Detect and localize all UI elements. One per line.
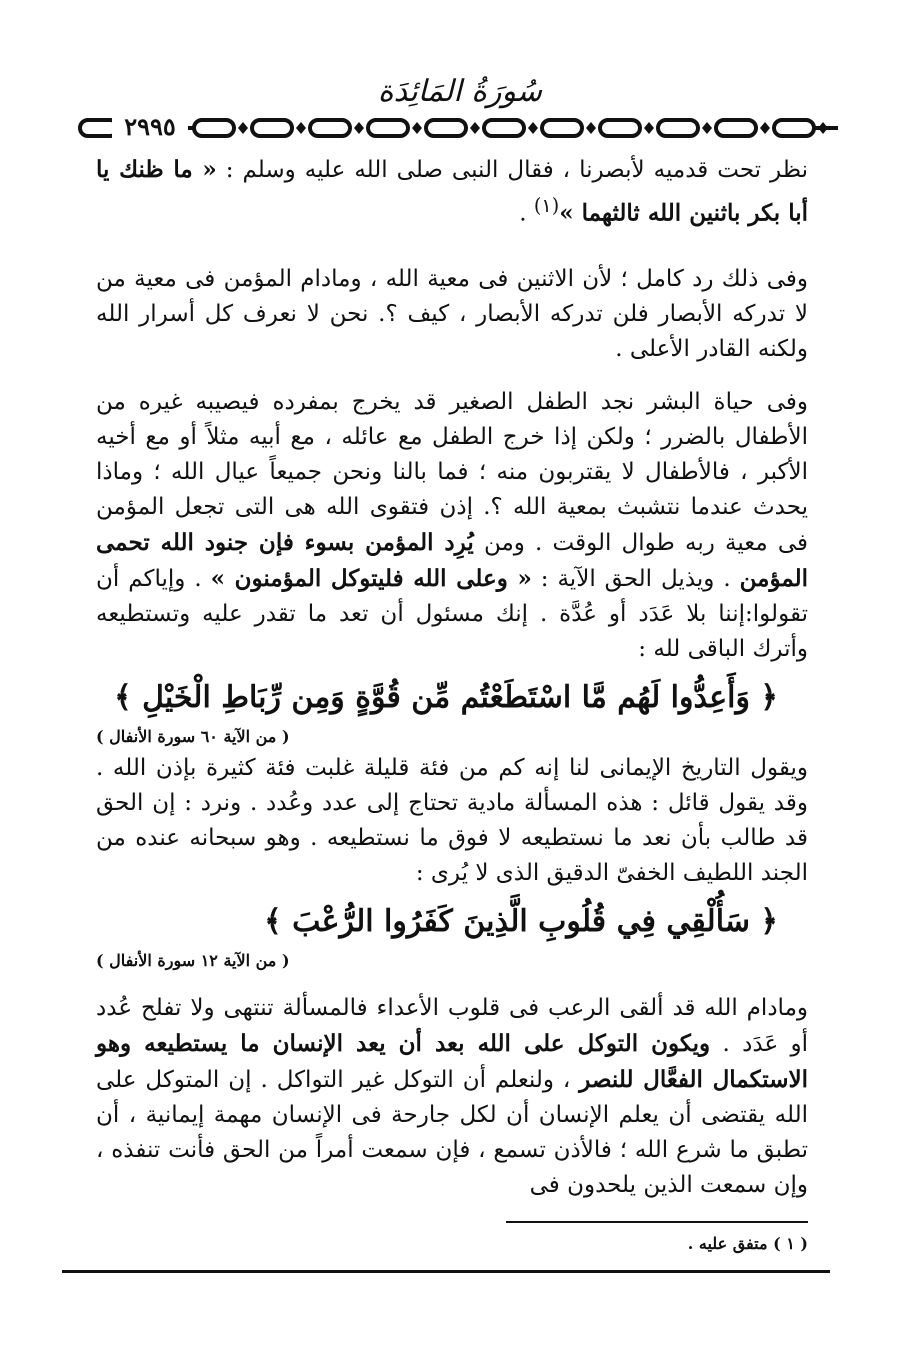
hadith-quote: « ما ظنك يا أبا بكر باثنين الله ثالثهما » xyxy=(96,156,808,227)
paragraph-3 xyxy=(96,385,808,667)
header-ornament-band xyxy=(76,114,842,142)
paragraph-5-end: ، ولنعلم أن التوكل غير التواكل . إن المتوكل على الله يقتضى أن يعلم الإنسان أن لكل جارحة فى الإنسان مهمة إيمانية ، أن تطبق ما شرع الله ؛ فالأذن تسمع ، فإن سمعت أمراً من الحق فأنت تنفذه ، وإن سمعت الذين يلحدون فى xyxy=(96,1066,808,1198)
quran-verse-1: ﴿ وَأَعِدُّوا لَهُم مَّا اسْتَطَعْتُم مِّن قُوَّةٍ وَمِن رِّبَاطِ الْخَيْلِ ﴾ xyxy=(114,679,778,715)
paragraph-2: وفى ذلك رد كامل ؛ لأن الاثنين فى معية الله ، ومادام المؤمن فى معية من لا تدركه الأبصار فلن تدركه الأبصار ، كيف ؟. نحن لا نعرف كل أسرار الله ولكنه القادر الأعلى . xyxy=(96,265,808,362)
paragraph-1-text: نظر تحت قدميه لأبصرنا ، فقال النبى صلى الله عليه وسلم : xyxy=(225,157,809,183)
paragraph-5 xyxy=(96,991,808,1203)
paragraph-1-end: . xyxy=(519,200,527,227)
verse-2-reference: ( من الآية ١٢ سورة الأنفال ) xyxy=(96,950,290,970)
paragraph-3-bold-1: يُرِد المؤمن بسوء فإن جنود الله تحمى المؤمن xyxy=(96,528,809,592)
surah-title: سُورَةُ المَائِدَة xyxy=(377,74,543,109)
page-number: ٢٩٩٥ xyxy=(112,112,188,142)
paragraph-3-text: وفى حياة البشر نجد الطفل الصغير قد يخرج بمفرده فيصيبه غيره من الأطفال بالضرر ؛ ولكن إذا خرج الطفل مع عائله ، مع أبيه مثلاً أو مع أخيه الأكبر ، فالأطفال لا يقتربون منه ؛ فما بالنا ونحن جميعاً عيال الله ؛ وماذا يحدث عندما نتشبث بمعية الله ؟. إذن فتقوى الله هى التى تجعل المؤمن فى معية ربه طوال الوقت . ومن xyxy=(96,388,809,556)
paragraph-5-bold: ويكون التوكل على الله بعد أن يعد الإنسان ما يستطيعه وهو الاستكمال الفعَّال للنصر xyxy=(96,1029,809,1093)
footnote-text: ( ١ ) متفق عليه . xyxy=(687,1234,808,1253)
footnote-marker: (١) xyxy=(533,194,560,217)
paragraph-3-mid: . ويذيل الحق الآية : xyxy=(540,565,731,592)
footnote-divider xyxy=(506,1221,808,1223)
chain-ornament-icon xyxy=(76,114,842,142)
paragraph-5-text: ومادام الله قد ألقى الرعب فى قلوب الأعداء فالمسألة تنتهى ولا تفلح عُدد أو عَدَد . xyxy=(96,994,809,1057)
verse-1-reference: ( من الآية ٦٠ سورة الأنفال ) xyxy=(96,726,290,746)
paragraph-3-bold-2: « وعلى الله فليتوكل المؤمنون » xyxy=(210,564,532,592)
page-bottom-rule xyxy=(62,1270,830,1273)
quran-verse-2: ﴿ سَأُلْقِي فِي قُلُوبِ الَّذِينَ كَفَرُوا الرُّعْبَ ﴾ xyxy=(264,903,778,939)
paragraph-1 xyxy=(96,152,808,232)
paragraph-4: ويقول التاريخ الإيمانى لنا إنه كم من فئة قليلة غلبت فئة كثيرة بإذن الله . وقد يقول قائل : هذه المسألة مادية تحتاج إلى عدد وعُدد . ونرد : إن الحق قد طالب بأن نعد ما نستطيعه لا فوق ما نستطيعه . وهو سبحانه عنده من الجند اللطيف الخفىّ الدقيق الذى لا يُرى : xyxy=(96,754,808,886)
paragraph-3-end: . وإياكم أن تقولوا:إننا بلا عَدَد أو عُدَّة . إنك مسئول أن تعد ما تقدر عليه وتستطيعه وأترك الباقى لله : xyxy=(96,565,808,662)
body-text xyxy=(96,152,808,1203)
